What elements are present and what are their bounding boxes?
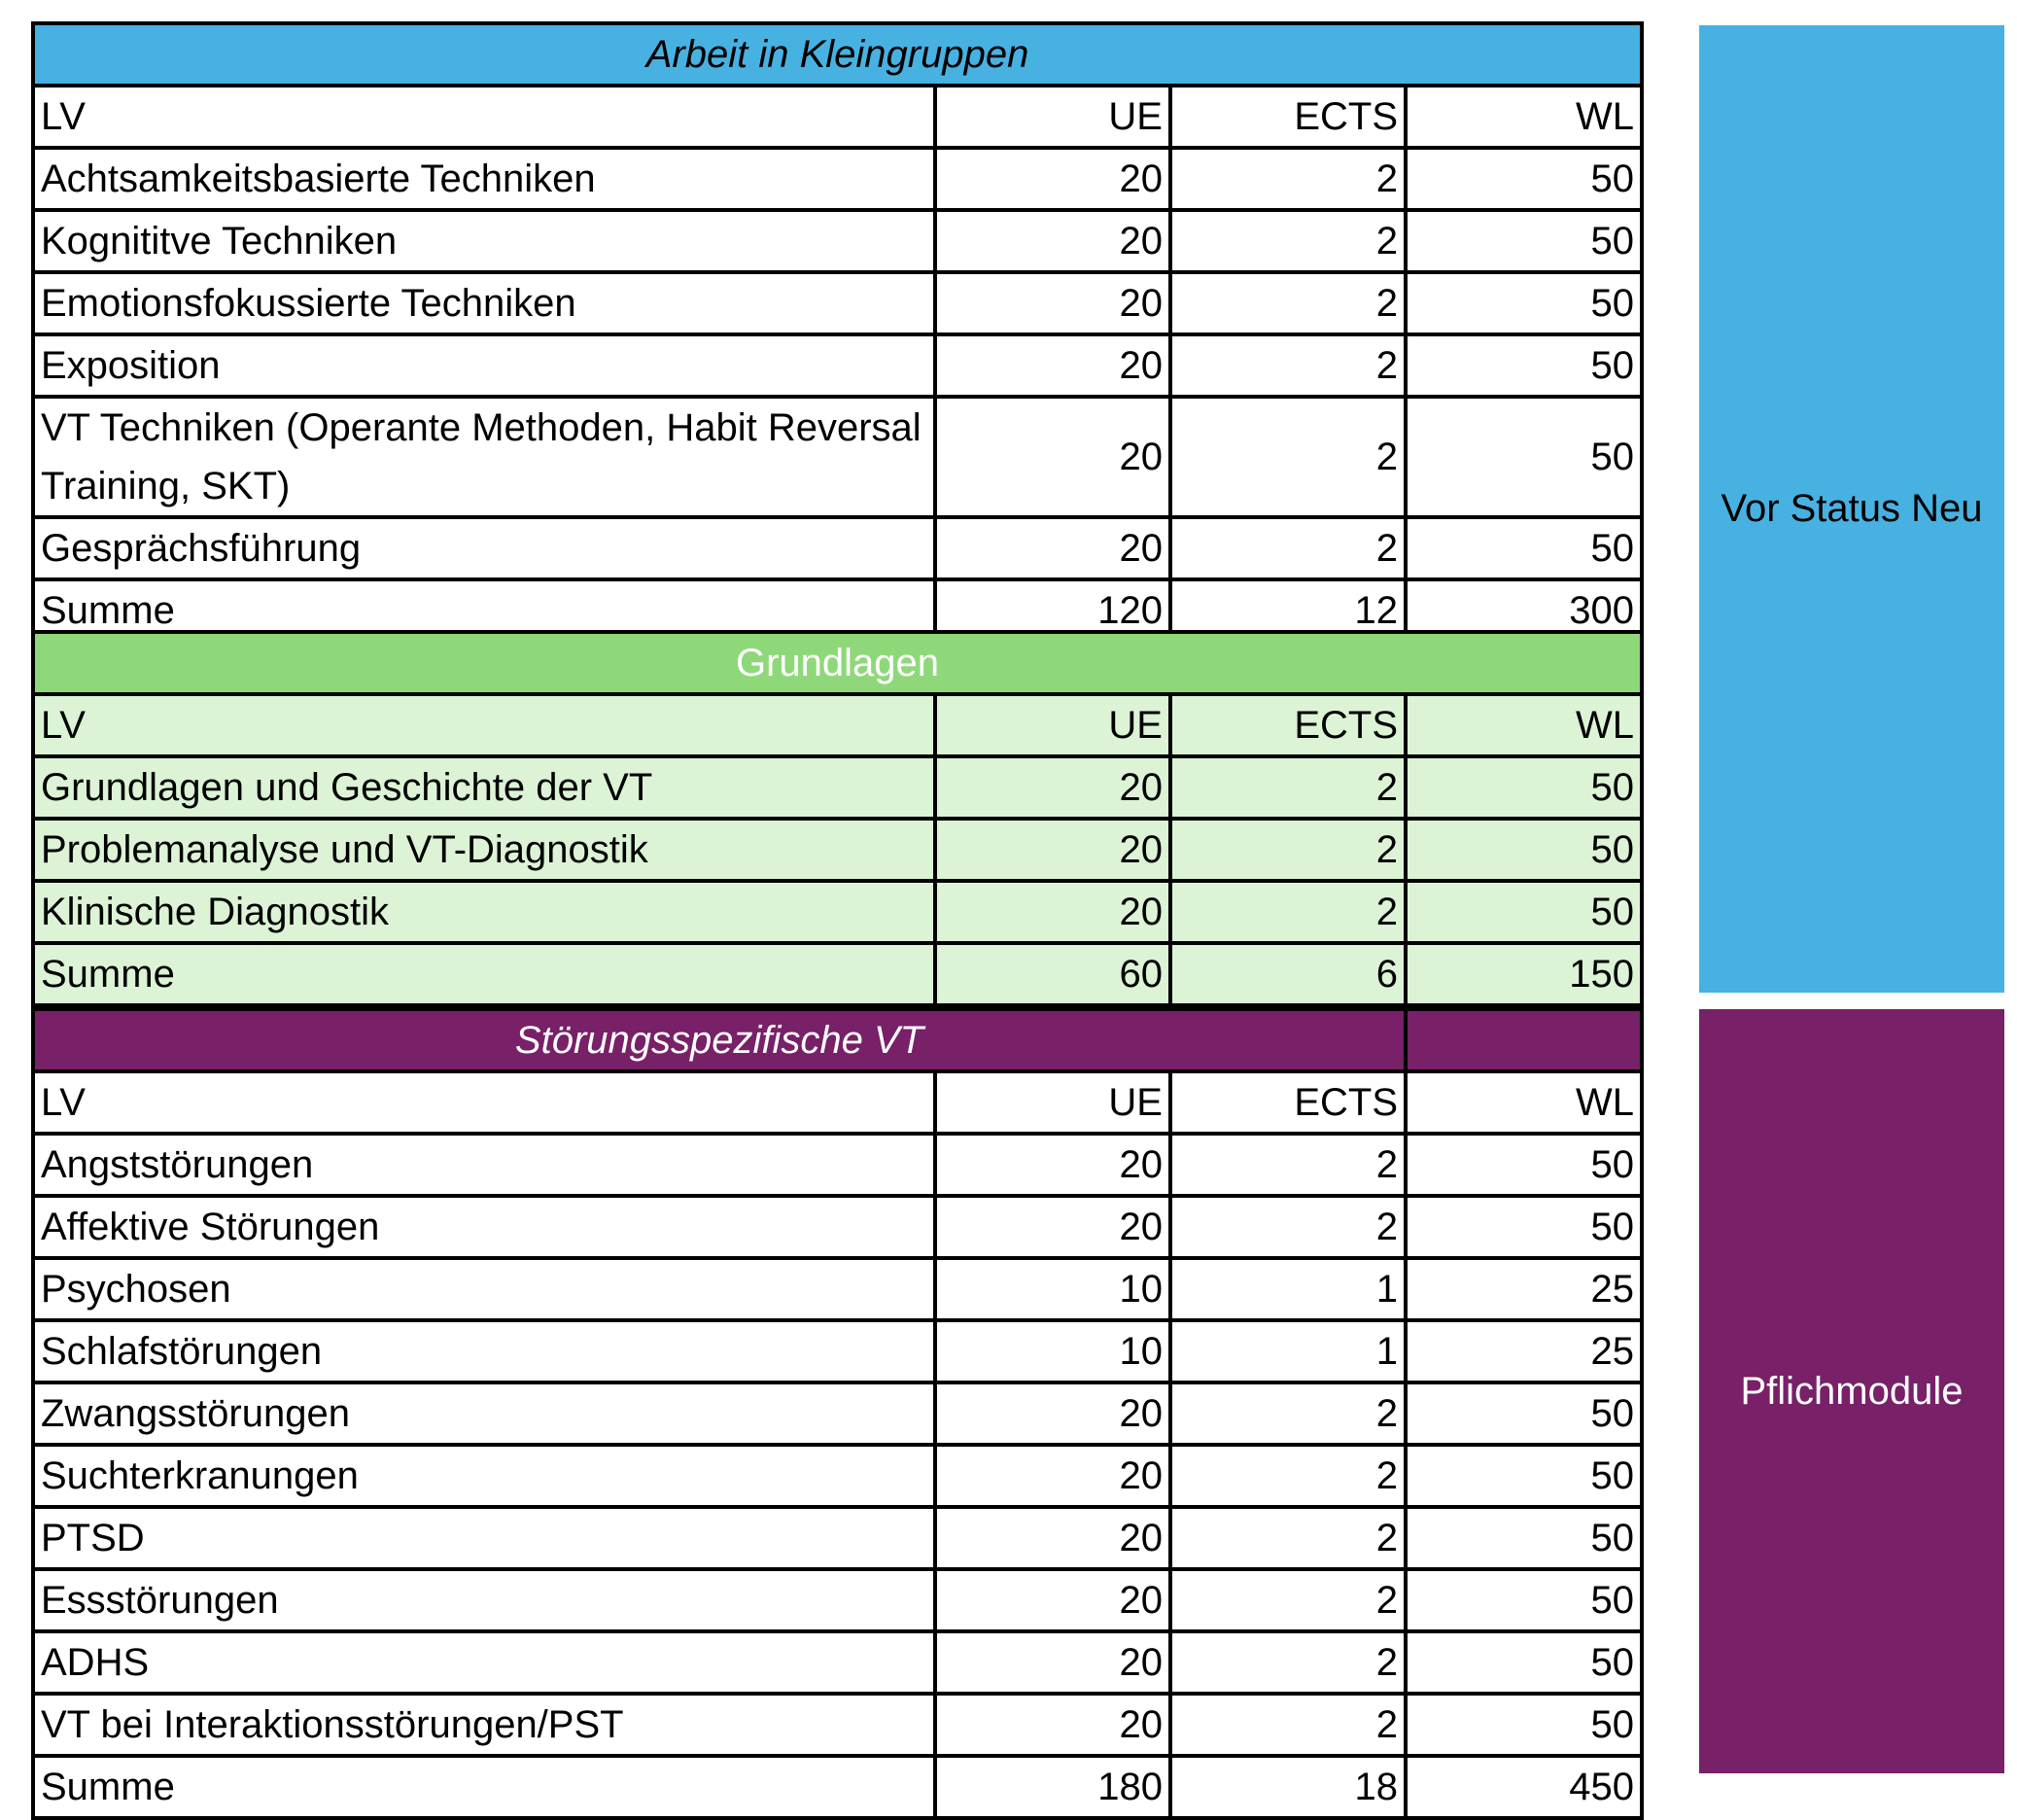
cell-lv: PTSD — [33, 1507, 935, 1569]
cell-ue: 20 — [935, 756, 1170, 819]
header-ects: ECTS — [1170, 86, 1406, 148]
cell-wl: 50 — [1406, 819, 1642, 881]
cell-ects: 2 — [1170, 1631, 1406, 1694]
cell-ue: 20 — [935, 881, 1170, 943]
cell-ects: 2 — [1170, 881, 1406, 943]
cell-wl: 50 — [1406, 334, 1642, 397]
table-row — [33, 819, 1642, 881]
cell-lv: Summe — [33, 943, 935, 1005]
header-ects: ECTS — [1170, 1071, 1406, 1134]
cell-lv: Gesprächsführung — [33, 517, 935, 579]
cell-wl: 50 — [1406, 1382, 1642, 1445]
table-row — [33, 1382, 1642, 1445]
header-wl: WL — [1406, 694, 1642, 756]
table-row — [33, 1196, 1642, 1258]
cell-lv: Angststörungen — [33, 1134, 935, 1196]
cell-ue: 20 — [935, 1445, 1170, 1507]
table-grundlagen — [31, 630, 1644, 1007]
cell-ue: 20 — [935, 334, 1170, 397]
cell-ue: 20 — [935, 148, 1170, 210]
cell-ue: 20 — [935, 1507, 1170, 1569]
table-row — [33, 1258, 1642, 1320]
cell-wl: 50 — [1406, 1631, 1642, 1694]
cell-wl: 50 — [1406, 756, 1642, 819]
cell-lv: Grundlagen und Geschichte der VT — [33, 756, 935, 819]
cell-ue: 20 — [935, 397, 1170, 517]
cell-lv: Summe — [33, 579, 935, 642]
cell-ects: 2 — [1170, 210, 1406, 272]
header-ue: UE — [935, 694, 1170, 756]
header-ects: ECTS — [1170, 694, 1406, 756]
header-lv: LV — [33, 1071, 935, 1134]
table-arbeit-in-kleingruppen — [31, 21, 1644, 644]
cell-ects: 2 — [1170, 517, 1406, 579]
cell-ects: 2 — [1170, 1445, 1406, 1507]
cell-wl: 50 — [1406, 1507, 1642, 1569]
cell-wl: 450 — [1406, 1756, 1642, 1818]
cell-ects: 2 — [1170, 334, 1406, 397]
side-label-vor-status-neu — [1699, 25, 2004, 993]
cell-wl: 50 — [1406, 397, 1642, 517]
header-lv: LV — [33, 694, 935, 756]
cell-lv: Achtsamkeitsbasierte Techniken — [33, 148, 935, 210]
cell-lv: Klinische Diagnostik — [33, 881, 935, 943]
table-row — [33, 756, 1642, 819]
cell-ects: 2 — [1170, 819, 1406, 881]
cell-ue: 20 — [935, 1382, 1170, 1445]
section-title: Grundlagen — [33, 632, 1642, 694]
table-row — [33, 148, 1642, 210]
title-empty-cell — [1406, 1009, 1642, 1071]
cell-ects: 2 — [1170, 756, 1406, 819]
summary-row — [33, 943, 1642, 1005]
cell-ects: 1 — [1170, 1258, 1406, 1320]
cell-ects: 2 — [1170, 1382, 1406, 1445]
cell-lv: Kognititve Techniken — [33, 210, 935, 272]
cell-wl: 50 — [1406, 1196, 1642, 1258]
cell-ects: 2 — [1170, 1569, 1406, 1631]
cell-wl: 150 — [1406, 943, 1642, 1005]
cell-wl: 300 — [1406, 579, 1642, 642]
cell-lv: Problemanalyse und VT-Diagnostik — [33, 819, 935, 881]
summary-row — [33, 1756, 1642, 1818]
table-row — [33, 397, 1642, 517]
cell-lv: Affektive Störungen — [33, 1196, 935, 1258]
table-row — [33, 1134, 1642, 1196]
side-label-text: Vor Status Neu — [1721, 487, 1983, 530]
cell-ects: 2 — [1170, 397, 1406, 517]
header-wl: WL — [1406, 1071, 1642, 1134]
header-ue: UE — [935, 86, 1170, 148]
cell-lv: ADHS — [33, 1631, 935, 1694]
section-title: Arbeit in Kleingruppen — [33, 23, 1642, 86]
section-title: Störungsspezifische VT — [33, 1009, 1406, 1071]
cell-ue: 20 — [935, 819, 1170, 881]
cell-ue: 10 — [935, 1258, 1170, 1320]
cell-wl: 50 — [1406, 1569, 1642, 1631]
cell-ects: 2 — [1170, 1507, 1406, 1569]
table-row — [33, 1507, 1642, 1569]
cell-ue: 20 — [935, 1694, 1170, 1756]
table-row — [33, 881, 1642, 943]
cell-ue: 180 — [935, 1756, 1170, 1818]
table-stoerungsspezifische-vt — [31, 1007, 1644, 1820]
cell-lv: VT bei Interaktionsstörungen/PST — [33, 1694, 935, 1756]
cell-ects: 1 — [1170, 1320, 1406, 1382]
table-row — [33, 517, 1642, 579]
cell-lv: Exposition — [33, 334, 935, 397]
cell-ects: 2 — [1170, 1134, 1406, 1196]
header-wl: WL — [1406, 86, 1642, 148]
cell-lv: Suchterkranungen — [33, 1445, 935, 1507]
cell-ue: 20 — [935, 1569, 1170, 1631]
cell-ue: 20 — [935, 272, 1170, 334]
cell-wl: 50 — [1406, 881, 1642, 943]
table-row — [33, 210, 1642, 272]
cell-wl: 25 — [1406, 1320, 1642, 1382]
cell-wl: 25 — [1406, 1258, 1642, 1320]
cell-wl: 50 — [1406, 148, 1642, 210]
table-row — [33, 1320, 1642, 1382]
side-label-pflichmodule — [1699, 1009, 2004, 1773]
cell-lv: Summe — [33, 1756, 935, 1818]
cell-ue: 20 — [935, 210, 1170, 272]
cell-ue: 60 — [935, 943, 1170, 1005]
cell-wl: 50 — [1406, 1694, 1642, 1756]
cell-lv: Schlafstörungen — [33, 1320, 935, 1382]
cell-ects: 6 — [1170, 943, 1406, 1005]
table-row — [33, 1569, 1642, 1631]
cell-ue: 120 — [935, 579, 1170, 642]
cell-lv: Zwangsstörungen — [33, 1382, 935, 1445]
cell-ue: 20 — [935, 1631, 1170, 1694]
cell-wl: 50 — [1406, 1134, 1642, 1196]
cell-ue: 10 — [935, 1320, 1170, 1382]
cell-lv: Emotionsfokussierte Techniken — [33, 272, 935, 334]
cell-wl: 50 — [1406, 272, 1642, 334]
side-label-text: Pflichmodule — [1740, 1369, 1964, 1413]
cell-wl: 50 — [1406, 210, 1642, 272]
table-row — [33, 1694, 1642, 1756]
cell-ue: 20 — [935, 1134, 1170, 1196]
header-ue: UE — [935, 1071, 1170, 1134]
cell-ects: 2 — [1170, 148, 1406, 210]
cell-wl: 50 — [1406, 1445, 1642, 1507]
header-lv: LV — [33, 86, 935, 148]
cell-ects: 2 — [1170, 1694, 1406, 1756]
table-row — [33, 272, 1642, 334]
cell-ue: 20 — [935, 1196, 1170, 1258]
cell-lv: Essstörungen — [33, 1569, 935, 1631]
table-row — [33, 1631, 1642, 1694]
cell-lv: Psychosen — [33, 1258, 935, 1320]
table-row — [33, 1445, 1642, 1507]
cell-ue: 20 — [935, 517, 1170, 579]
cell-ects: 12 — [1170, 579, 1406, 642]
cell-ects: 2 — [1170, 272, 1406, 334]
cell-ects: 18 — [1170, 1756, 1406, 1818]
table-row — [33, 334, 1642, 397]
cell-lv: VT Techniken (Operante Methoden, Habit Reversal Training, SKT) — [33, 397, 935, 517]
cell-wl: 50 — [1406, 517, 1642, 579]
cell-ects: 2 — [1170, 1196, 1406, 1258]
